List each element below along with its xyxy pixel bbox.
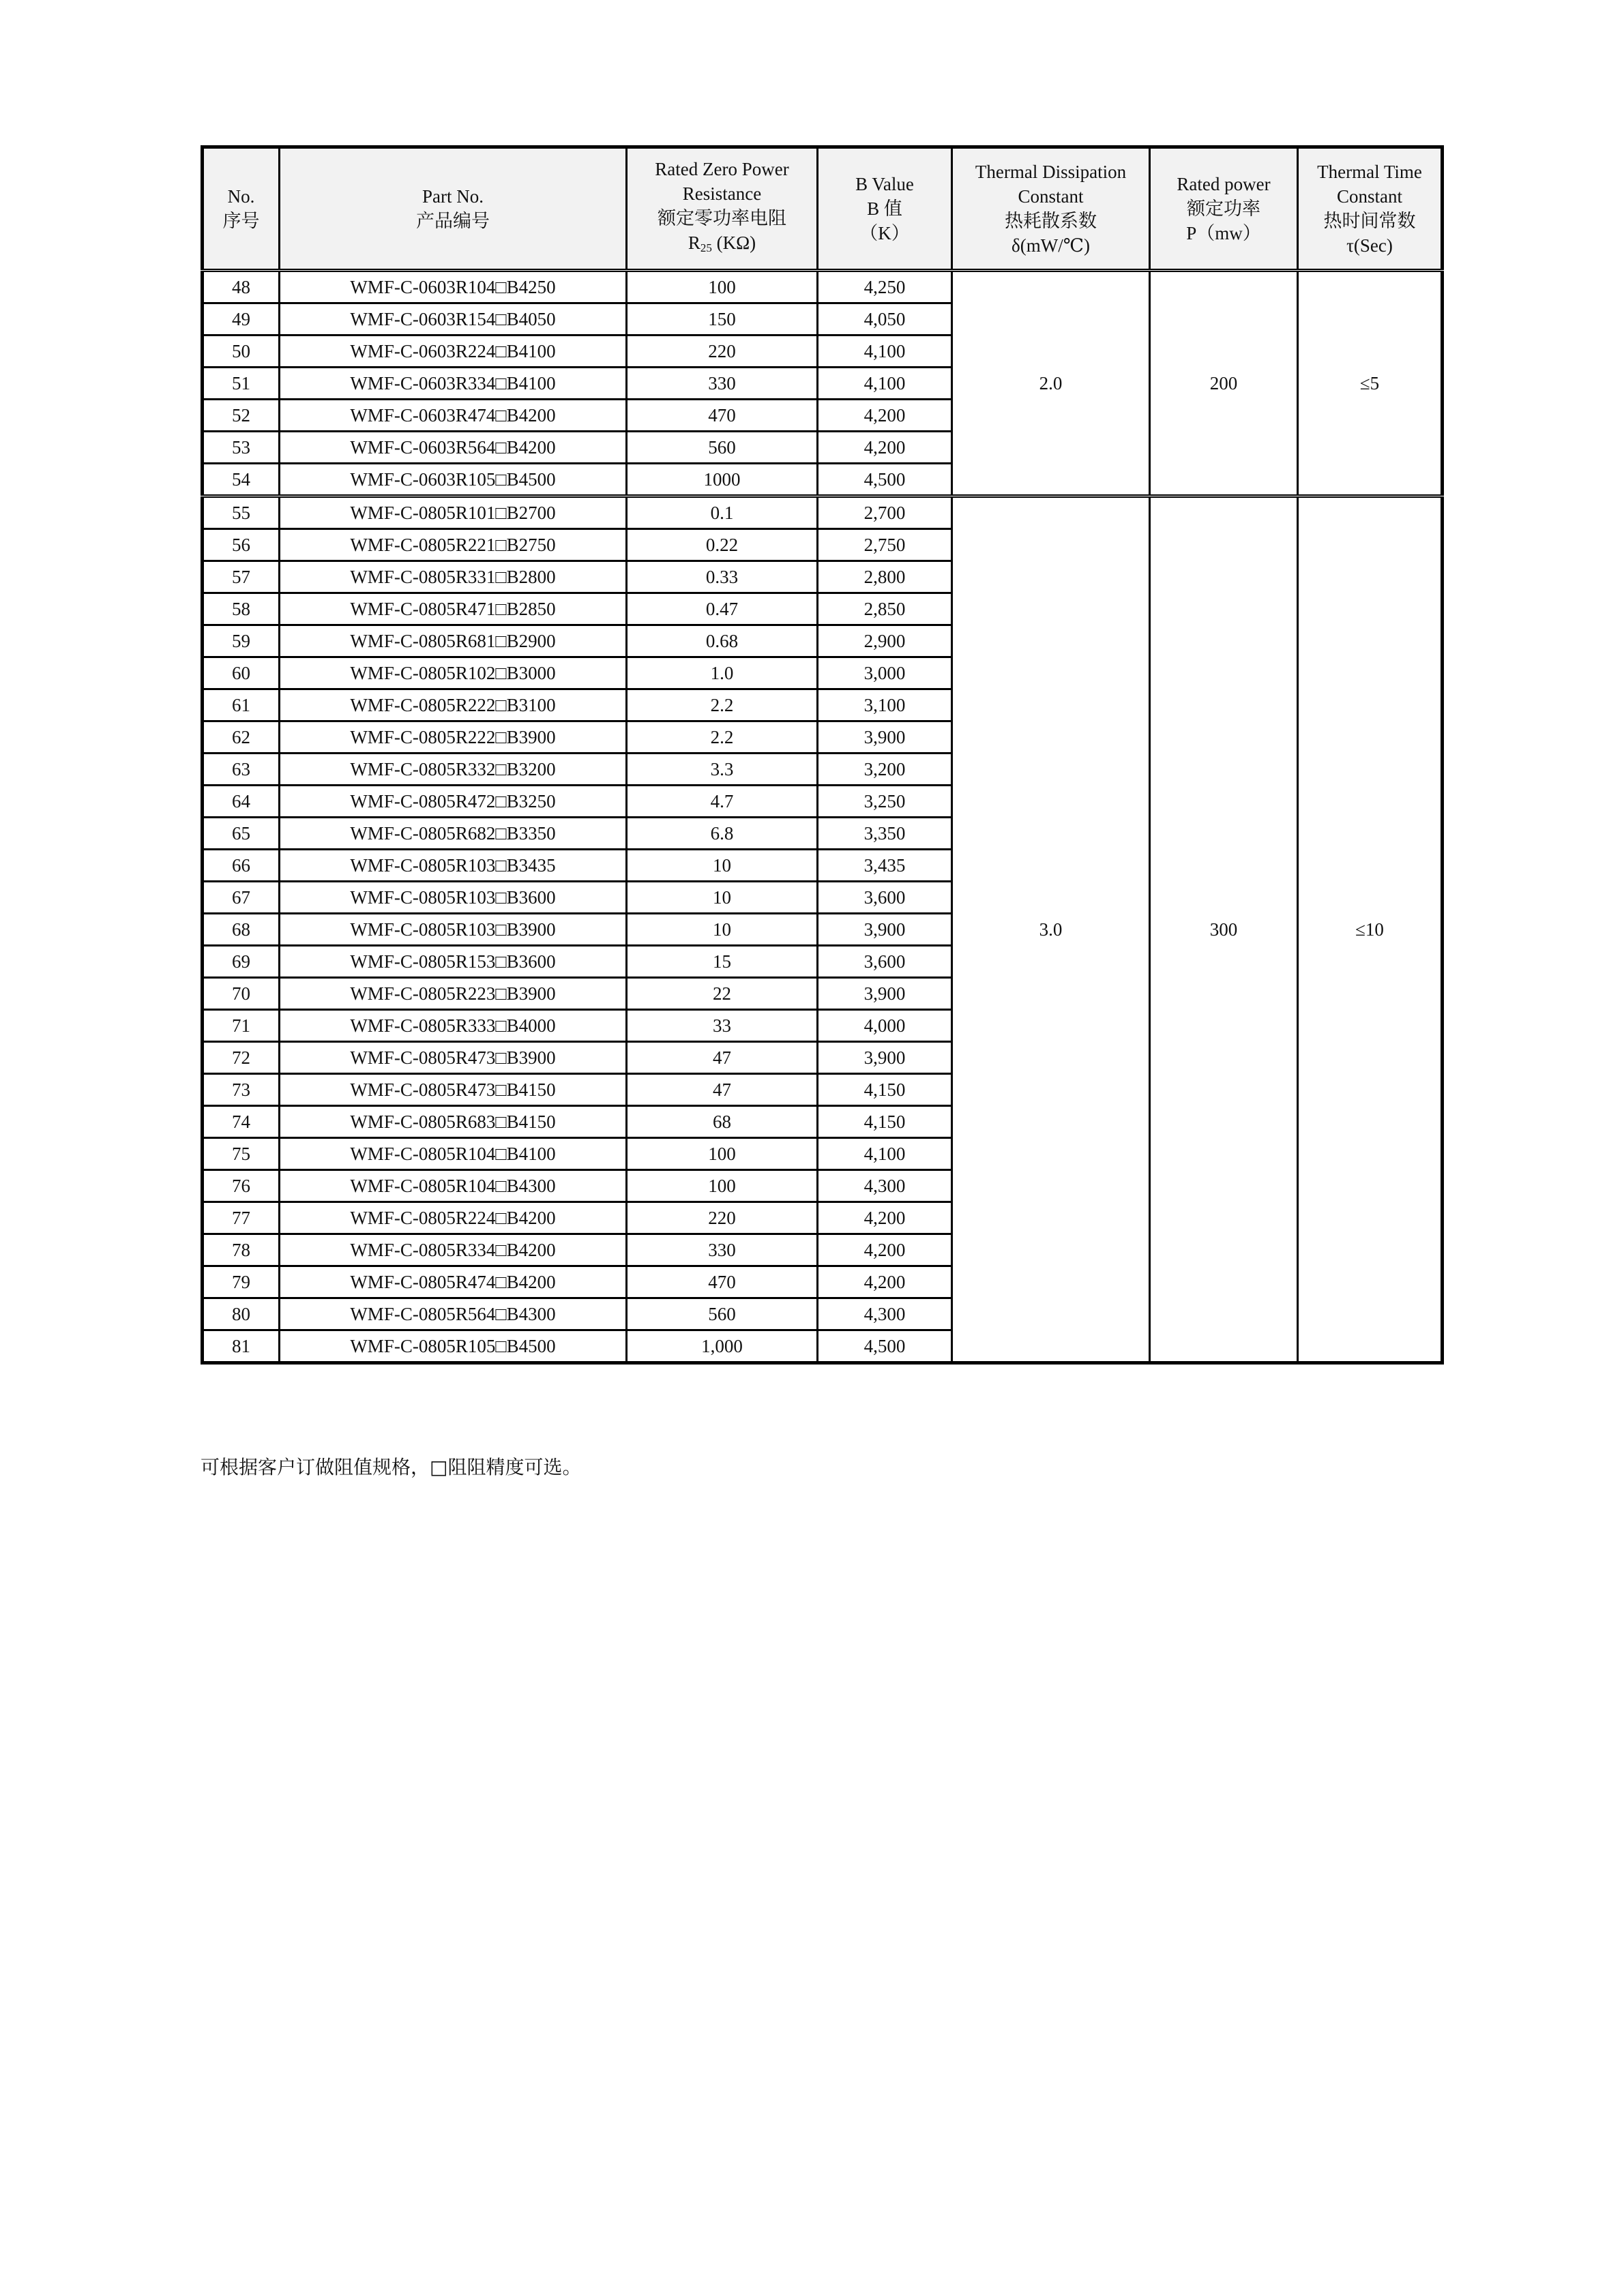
cell-b-value: 4,250 <box>818 271 952 303</box>
cell-b-value: 3,350 <box>818 818 952 850</box>
cell-resistance: 150 <box>627 303 818 336</box>
header-time-constant: Thermal Time Constant 热时间常数 τ(Sec) <box>1298 147 1443 271</box>
cell-no: 58 <box>203 593 280 625</box>
cell-part-no: WMF-C-0805R222□B3100 <box>280 689 627 721</box>
cell-part-no: WMF-C-0805R683□B4150 <box>280 1106 627 1138</box>
cell-resistance: 0.33 <box>627 561 818 593</box>
cell-resistance: 10 <box>627 882 818 914</box>
cell-resistance: 10 <box>627 850 818 882</box>
cell-no: 81 <box>203 1330 280 1363</box>
cell-no: 60 <box>203 657 280 689</box>
header-resistance: Rated Zero Power Resistance 额定零功率电阻 $R_{25}$ (KΩ) <box>627 147 818 271</box>
cell-resistance: 0.68 <box>627 625 818 657</box>
cell-b-value: 3,900 <box>818 978 952 1010</box>
cell-resistance: 68 <box>627 1106 818 1138</box>
cell-no: 72 <box>203 1042 280 1074</box>
cell-resistance: 47 <box>627 1074 818 1106</box>
cell-b-value: 4,100 <box>818 336 952 368</box>
cell-resistance: 1.0 <box>627 657 818 689</box>
cell-no: 74 <box>203 1106 280 1138</box>
cell-part-no: WMF-C-0805R682□B3350 <box>280 818 627 850</box>
thermistor-spec-table <box>201 145 1444 1365</box>
cell-resistance: 10 <box>627 914 818 946</box>
cell-part-no: WMF-C-0805R153□B3600 <box>280 946 627 978</box>
cell-part-no: WMF-C-0603R334□B4100 <box>280 368 627 400</box>
cell-dissipation: 3.0 <box>952 496 1150 1363</box>
cell-resistance: 2.2 <box>627 689 818 721</box>
cell-no: 68 <box>203 914 280 946</box>
cell-resistance: 4.7 <box>627 786 818 818</box>
cell-no: 52 <box>203 400 280 432</box>
cell-resistance: 15 <box>627 946 818 978</box>
cell-rated-power: 300 <box>1150 496 1298 1363</box>
cell-b-value: 2,900 <box>818 625 952 657</box>
table-body <box>203 271 1443 1363</box>
cell-b-value: 4,500 <box>818 1330 952 1363</box>
cell-part-no: WMF-C-0805R103□B3900 <box>280 914 627 946</box>
cell-resistance: 220 <box>627 1202 818 1234</box>
table-row <box>203 496 1443 529</box>
cell-no: 66 <box>203 850 280 882</box>
cell-b-value: 4,200 <box>818 400 952 432</box>
cell-no: 79 <box>203 1266 280 1298</box>
cell-no: 65 <box>203 818 280 850</box>
cell-part-no: WMF-C-0805R332□B3200 <box>280 754 627 786</box>
cell-part-no: WMF-C-0805R102□B3000 <box>280 657 627 689</box>
cell-resistance: 100 <box>627 1170 818 1202</box>
cell-b-value: 3,600 <box>818 946 952 978</box>
cell-no: 49 <box>203 303 280 336</box>
cell-no: 61 <box>203 689 280 721</box>
cell-resistance: 470 <box>627 1266 818 1298</box>
cell-part-no: WMF-C-0805R564□B4300 <box>280 1298 627 1330</box>
cell-b-value: 4,200 <box>818 432 952 464</box>
cell-b-value: 4,000 <box>818 1010 952 1042</box>
cell-part-no: WMF-C-0805R334□B4200 <box>280 1234 627 1266</box>
cell-resistance: 330 <box>627 368 818 400</box>
cell-resistance: 1000 <box>627 464 818 496</box>
cell-part-no: WMF-C-0805R221□B2750 <box>280 529 627 561</box>
cell-b-value: 3,100 <box>818 689 952 721</box>
cell-time-constant: ≤10 <box>1298 496 1443 1363</box>
cell-b-value: 2,750 <box>818 529 952 561</box>
cell-no: 62 <box>203 721 280 754</box>
cell-resistance: 33 <box>627 1010 818 1042</box>
cell-no: 63 <box>203 754 280 786</box>
cell-part-no: WMF-C-0805R103□B3435 <box>280 850 627 882</box>
cell-part-no: WMF-C-0805R224□B4200 <box>280 1202 627 1234</box>
cell-part-no: WMF-C-0805R331□B2800 <box>280 561 627 593</box>
cell-resistance: 3.3 <box>627 754 818 786</box>
cell-part-no: WMF-C-0805R223□B3900 <box>280 978 627 1010</box>
cell-no: 64 <box>203 786 280 818</box>
cell-b-value: 3,250 <box>818 786 952 818</box>
cell-resistance: 100 <box>627 1138 818 1170</box>
cell-b-value: 4,300 <box>818 1298 952 1330</box>
cell-resistance: 560 <box>627 432 818 464</box>
cell-resistance: 22 <box>627 978 818 1010</box>
table-header <box>203 147 1443 271</box>
cell-b-value: 2,700 <box>818 496 952 529</box>
cell-resistance: 1,000 <box>627 1330 818 1363</box>
cell-b-value: 2,850 <box>818 593 952 625</box>
cell-no: 78 <box>203 1234 280 1266</box>
cell-part-no: WMF-C-0805R222□B3900 <box>280 721 627 754</box>
cell-time-constant: ≤5 <box>1298 271 1443 496</box>
cell-b-value: 4,500 <box>818 464 952 496</box>
cell-no: 54 <box>203 464 280 496</box>
cell-part-no: WMF-C-0603R104□B4250 <box>280 271 627 303</box>
cell-part-no: WMF-C-0805R105□B4500 <box>280 1330 627 1363</box>
cell-no: 57 <box>203 561 280 593</box>
cell-part-no: WMF-C-0805R473□B3900 <box>280 1042 627 1074</box>
cell-part-no: WMF-C-0805R333□B4000 <box>280 1010 627 1042</box>
cell-no: 71 <box>203 1010 280 1042</box>
footnote: 可根据客户订做阻值规格，□阻阻精度可选。 <box>201 1456 582 1478</box>
cell-resistance: 0.22 <box>627 529 818 561</box>
cell-resistance: 0.1 <box>627 496 818 529</box>
cell-b-value: 4,200 <box>818 1202 952 1234</box>
cell-rated-power: 200 <box>1150 271 1298 496</box>
cell-no: 51 <box>203 368 280 400</box>
header-no: No. 序号 <box>203 147 280 271</box>
cell-b-value: 4,150 <box>818 1106 952 1138</box>
cell-resistance: 470 <box>627 400 818 432</box>
cell-part-no: WMF-C-0805R104□B4100 <box>280 1138 627 1170</box>
cell-no: 55 <box>203 496 280 529</box>
cell-part-no: WMF-C-0805R104□B4300 <box>280 1170 627 1202</box>
cell-part-no: WMF-C-0603R105□B4500 <box>280 464 627 496</box>
cell-b-value: 2,800 <box>818 561 952 593</box>
header-row <box>203 147 1443 271</box>
cell-no: 56 <box>203 529 280 561</box>
cell-no: 53 <box>203 432 280 464</box>
cell-part-no: WMF-C-0805R101□B2700 <box>280 496 627 529</box>
cell-part-no: WMF-C-0805R103□B3600 <box>280 882 627 914</box>
cell-resistance: 330 <box>627 1234 818 1266</box>
cell-part-no: WMF-C-0805R473□B4150 <box>280 1074 627 1106</box>
r25-symbol: $R_{25}$ (KΩ) <box>688 233 756 254</box>
cell-part-no: WMF-C-0805R681□B2900 <box>280 625 627 657</box>
cell-b-value: 3,435 <box>818 850 952 882</box>
cell-resistance: 560 <box>627 1298 818 1330</box>
cell-no: 80 <box>203 1298 280 1330</box>
cell-b-value: 3,900 <box>818 914 952 946</box>
table-row <box>203 271 1443 303</box>
cell-no: 67 <box>203 882 280 914</box>
header-dissipation: Thermal Dissipation Constant 热耗散系数 δ(mW/℃) <box>952 147 1150 271</box>
cell-no: 70 <box>203 978 280 1010</box>
cell-no: 76 <box>203 1170 280 1202</box>
cell-part-no: WMF-C-0603R564□B4200 <box>280 432 627 464</box>
cell-no: 73 <box>203 1074 280 1106</box>
header-b-value: B Value B 值 （K） <box>818 147 952 271</box>
cell-resistance: 0.47 <box>627 593 818 625</box>
cell-b-value: 3,000 <box>818 657 952 689</box>
cell-b-value: 3,200 <box>818 754 952 786</box>
cell-resistance: 100 <box>627 271 818 303</box>
cell-b-value: 4,200 <box>818 1234 952 1266</box>
cell-resistance: 220 <box>627 336 818 368</box>
cell-no: 75 <box>203 1138 280 1170</box>
cell-part-no: WMF-C-0603R474□B4200 <box>280 400 627 432</box>
cell-no: 59 <box>203 625 280 657</box>
cell-part-no: WMF-C-0805R472□B3250 <box>280 786 627 818</box>
cell-resistance: 2.2 <box>627 721 818 754</box>
cell-b-value: 4,100 <box>818 368 952 400</box>
cell-part-no: WMF-C-0603R224□B4100 <box>280 336 627 368</box>
cell-dissipation: 2.0 <box>952 271 1150 496</box>
cell-b-value: 4,150 <box>818 1074 952 1106</box>
cell-no: 77 <box>203 1202 280 1234</box>
cell-resistance: 47 <box>627 1042 818 1074</box>
cell-b-value: 4,200 <box>818 1266 952 1298</box>
cell-no: 50 <box>203 336 280 368</box>
cell-b-value: 4,100 <box>818 1138 952 1170</box>
cell-b-value: 3,900 <box>818 721 952 754</box>
cell-no: 48 <box>203 271 280 303</box>
cell-part-no: WMF-C-0805R474□B4200 <box>280 1266 627 1298</box>
cell-part-no: WMF-C-0805R471□B2850 <box>280 593 627 625</box>
cell-no: 69 <box>203 946 280 978</box>
header-part-no: Part No. 产品编号 <box>280 147 627 271</box>
cell-resistance: 6.8 <box>627 818 818 850</box>
cell-b-value: 3,600 <box>818 882 952 914</box>
cell-b-value: 3,900 <box>818 1042 952 1074</box>
cell-part-no: WMF-C-0603R154□B4050 <box>280 303 627 336</box>
cell-b-value: 4,300 <box>818 1170 952 1202</box>
cell-b-value: 4,050 <box>818 303 952 336</box>
header-rated-power: Rated power 额定功率 P（mw） <box>1150 147 1298 271</box>
